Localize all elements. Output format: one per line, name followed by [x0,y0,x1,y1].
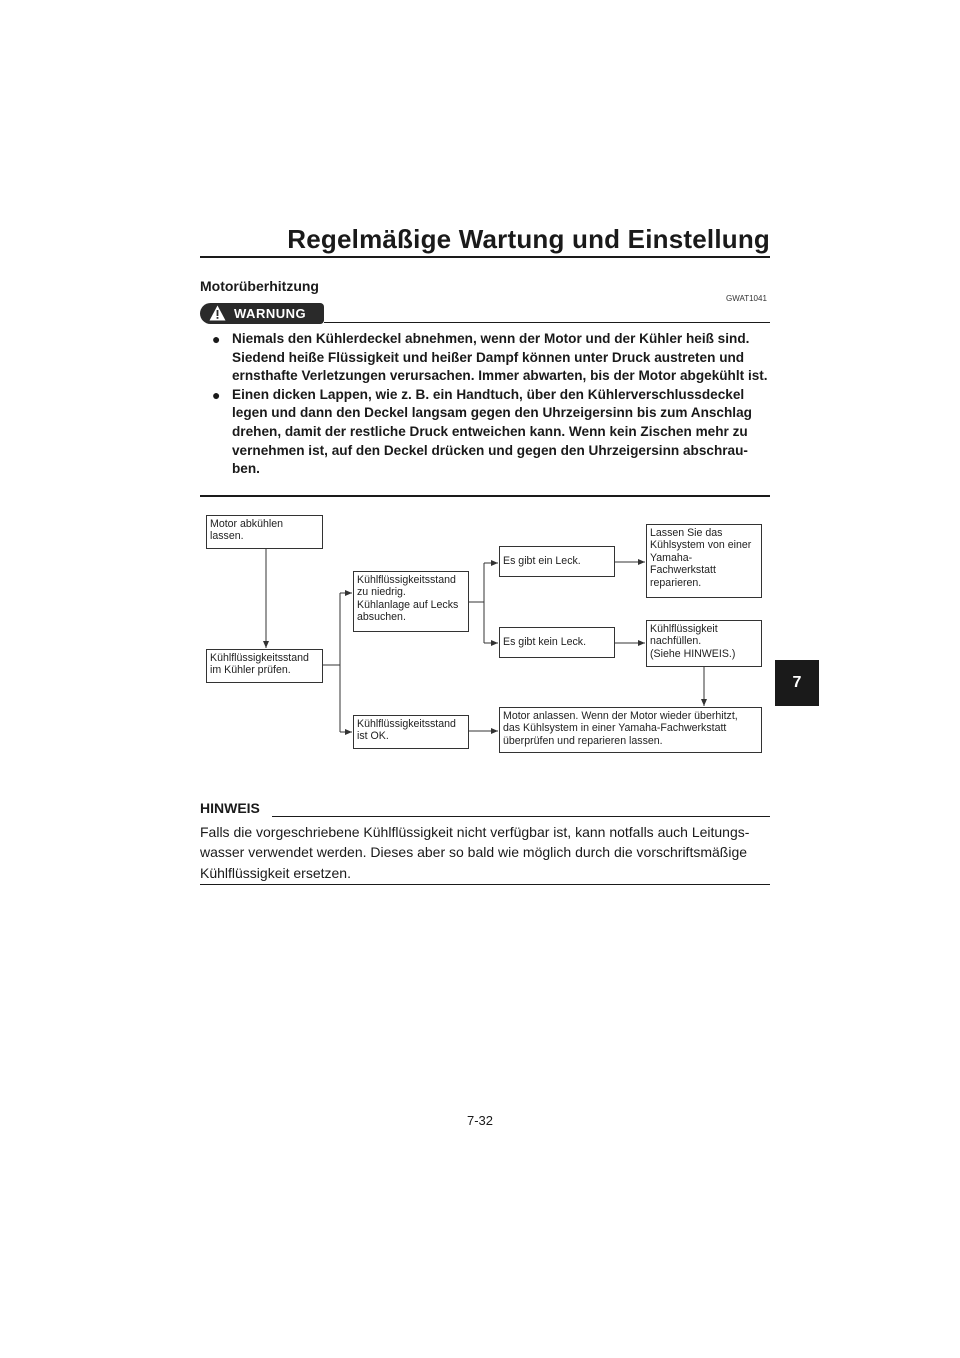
flow-box-coolant-low: Kühlflüssigkeitsstand zu niedrig. Kühlanlage auf Lecks absuchen. [353,571,469,632]
title-divider [200,256,770,258]
chapter-tab: 7 [775,660,819,706]
note-text: Falls die vorgeschriebene Kühlflüssigkeit nicht verfügbar ist, kann notfalls auch Leitungs-wasser verwendet werden. Dieses aber so bald wie möglich durch die vorschriftsmäßige Kühlflüssigkeit ersetzen. [200,824,750,881]
warning-end-divider [200,495,770,497]
warning-label: WARNUNG [234,306,307,321]
note-end-divider [200,884,770,885]
note-title: HINWEIS [200,800,260,816]
flow-box-leak: Es gibt ein Leck. [499,546,615,577]
flow-box-cool-engine: Motor abkühlen lassen. [206,515,323,549]
flow-box-check-coolant: Kühlflüssigkeitsstand im Kühler prüfen. [206,649,323,683]
warning-list [212,330,772,479]
warning-item-text: Niemals den Kühlerdeckel abnehmen, wenn der Motor und der Kühler heiß sind. Siedend heiße Flüssigkeit und heißer Dampf können unter Druck austreten und ernsthafte Verletzungen verursachen. Immer abwarten, bis der Motor abgekühlt ist. [232,331,768,384]
warning-code: GWAT1041 [726,294,767,303]
warning-badge [200,303,324,324]
warning-item [212,386,772,479]
flow-box-coolant-ok: Kühlflüssigkeitsstand ist OK. [353,715,469,749]
page-title: Regelmäßige Wartung und Einstellung [287,224,770,254]
note-divider [272,816,770,817]
bullet-icon: ● [212,386,221,403]
section-heading: Motorüberhitzung [200,278,319,294]
warning-item [212,330,772,386]
flow-box-repair: Lassen Sie das Kühlsystem von einer Yamaha- Fachwerkstatt reparieren. [646,524,762,598]
warning-triangle-icon [209,305,226,321]
flow-box-start-engine: Motor anlassen. Wenn der Motor wieder überhitzt, das Kühlsystem in einer Yamaha-Fachwerkstatt überprüfen und reparieren lassen. [499,707,762,753]
warning-item-text: Einen dicken Lappen, wie z. B. ein Handtuch, über den Kühlerverschlussdeckel legen und dann den Deckel langsam gegen den Uhrzeigersinn bis zum Anschlag drehen, damit der restliche Druck entweichen kann. Wenn kein Zischen mehr zu vernehmen ist, auf den Deckel drücken und gegen den Uhrzeigersinn abschrau-ben. [232,386,752,477]
page-number: 7-32 [466,1113,494,1128]
bullet-icon: ● [212,331,221,347]
flow-box-no-leak: Es gibt kein Leck. [499,627,615,658]
flow-box-refill: Kühlflüssigkeit nachfüllen. (Siehe HINWEIS.) [646,620,762,667]
warning-divider [324,322,770,323]
